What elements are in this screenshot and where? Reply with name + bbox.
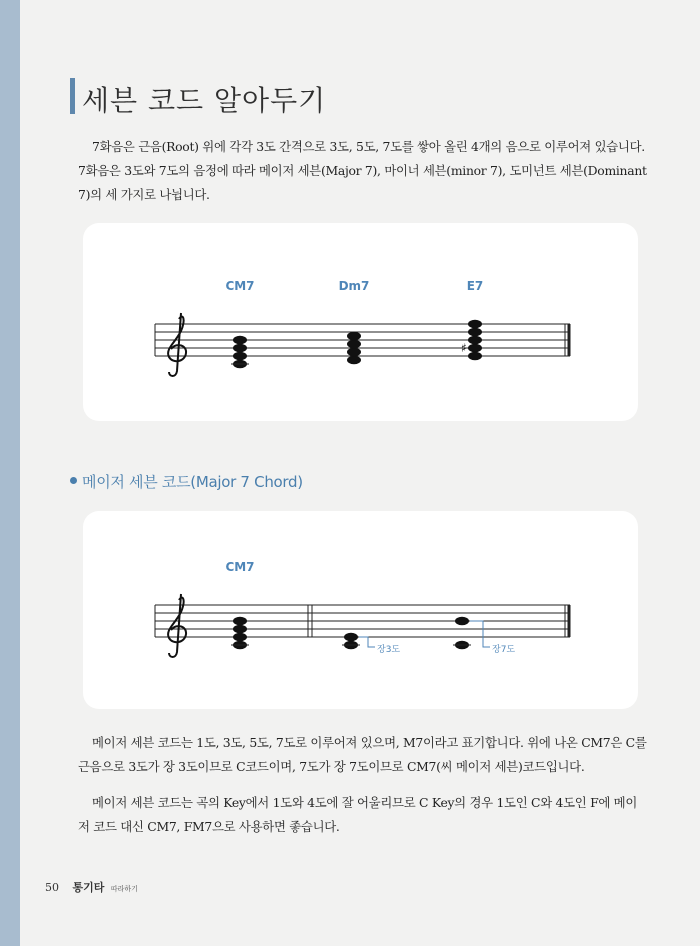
treble-clef-icon [168,313,186,376]
title-accent-bar [70,78,75,114]
seventh-chords-example [83,223,638,421]
page-spine-stripe [0,0,20,946]
major-seventh-example [83,511,638,709]
intro-text: 7화음은 근음(Root) 위에 각각 3도 간격으로 3도, 5도, 7도를 쌓아 올린 4개의 음으로 이루어져 있습니다. 7화음은 3도와 7도의 음정에 따라 메이저 세븐(Major 7), 마이너 세븐(minor 7), 도미넌트 세븐(Dominant 7)의 세 가지로 나뉩니다. [78,139,647,202]
sharp-icon: ♯ [461,341,467,355]
intro-paragraph [78,135,648,207]
chord-symbol-e7: E7 [466,279,484,293]
page-title: 세븐 코드 알아두기 [82,84,327,117]
treble-clef-icon-2 [168,594,186,657]
bullet-dot-icon [70,477,77,484]
staff-lines [155,324,570,356]
chord-symbol-dm7: Dm7 [338,279,370,293]
body-paragraph-2 [78,791,648,839]
body-text-1: 메이저 세븐 코드는 1도, 3도, 5도, 7도로 이루어져 있으며, M7이라고 표기합니다. 위에 나온 CM7은 C를 근음으로 3도가 장 3도이므로 C코드이며, 7도가 장 7도이므로 CM7(씨 메이저 세븐)코드입니다. [78,735,647,774]
section-heading [70,471,303,492]
chord-symbol-cm7: CM7 [225,279,255,293]
staff-notation-1 [83,223,638,421]
section-heading-text: 메이저 세븐 코드(Major 7 Chord) [82,473,303,491]
book-series: 따라하기 [110,885,138,893]
notes-e7 [468,320,482,361]
notes-major-seventh [453,617,471,650]
body-text-2: 메이저 세븐 코드는 곡의 Key에서 1도와 4도에 잘 어울리므로 C Key의 경우 1도인 C와 4도인 F에 메이저 코드 대신 CM7, FM7으로 사용하면 좋습니다. [78,795,638,834]
staff-notation-2 [83,511,638,709]
interval-label-major-seventh: 장7도 [492,645,516,655]
book-title: 통기타 [72,881,105,894]
notes-cm7-block [231,617,249,650]
major-seventh-bracket [470,621,490,647]
body-paragraph-1 [78,731,648,779]
notes-cm7 [231,336,249,369]
chord-symbol-cm7-example: CM7 [225,560,255,574]
page-footer [45,879,138,895]
page-number: 50 [45,881,59,894]
staff-lines-2 [155,605,570,637]
notes-major-third [342,633,360,650]
major-third-bracket [359,637,375,647]
interval-label-major-third: 장3도 [377,645,401,655]
